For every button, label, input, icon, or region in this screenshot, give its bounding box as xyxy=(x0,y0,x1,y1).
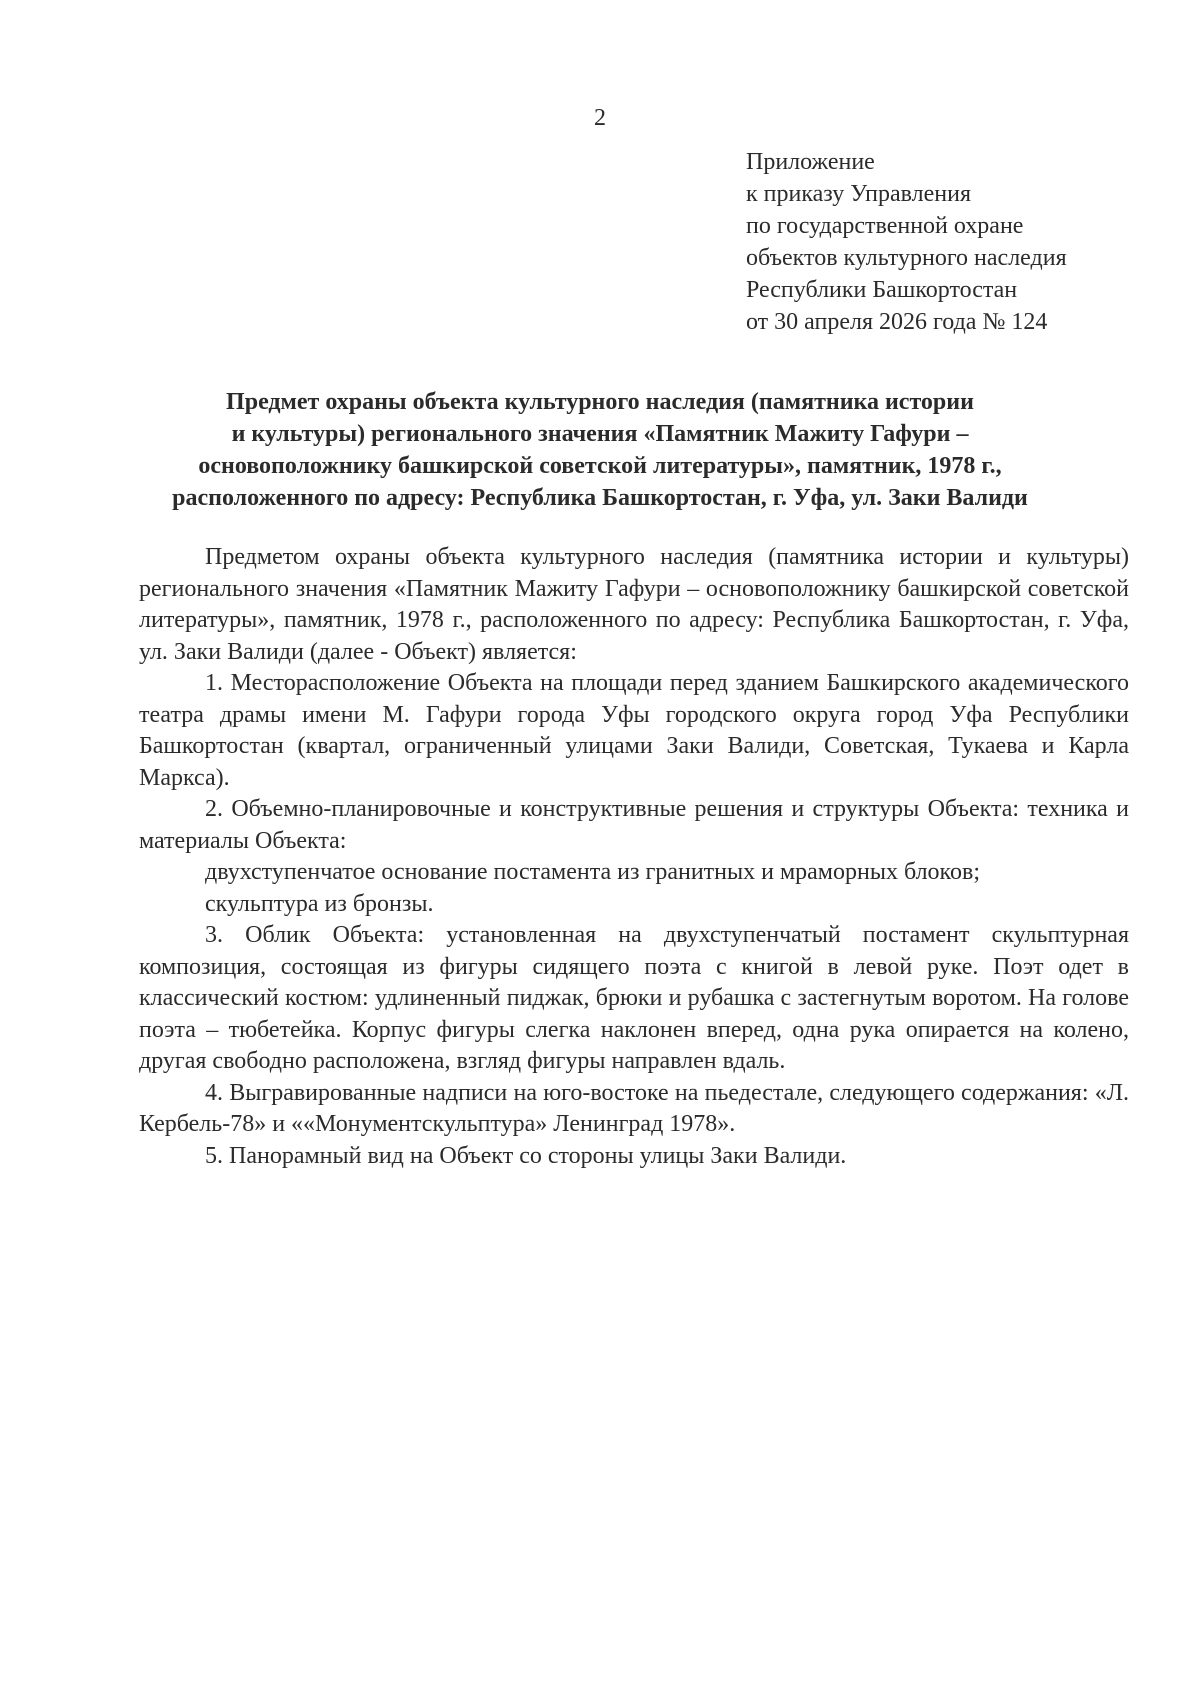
body-paragraph-item-1: 1. Месторасположение Объекта на площади перед зданием Башкирского академического театра драмы имени М. Гафури города Уфы городского округа город Уфа Республики Башкортостан (квартал, ограниченный улицами Заки Валиди, Советская, Тукаева и Карла Маркса). xyxy=(139,670,1129,791)
appendix-line: Приложение xyxy=(746,149,875,175)
appendix-line: от 30 апреля 2026 года № 124 xyxy=(746,309,1048,335)
appendix-header xyxy=(746,146,1067,338)
body-paragraph-intro: Предметом охраны объекта культурного наследия (памятника истории и культуры) регионального значения «Памятник Мажиту Гафури – основоположнику башкирской советской литературы», памятник, 1978 г., расположенного по адресу: Республика Башкортостан, г. Уфа, ул. Заки Валиди (далее - Объект) является: xyxy=(139,544,1129,665)
document-title xyxy=(120,386,1080,514)
page-number: 2 xyxy=(594,105,606,131)
title-line: основоположнику башкирской советской литературы», памятник, 1978 г., xyxy=(198,453,1002,479)
appendix-line: по государственной охране xyxy=(746,213,1024,239)
body-paragraph-item-4: 4. Выгравированные надписи на юго-востоке на пьедестале, следующего содержания: «Л. Кербель-78» и ««Монументскульптура» Ленинград 1978». xyxy=(139,1079,1129,1137)
appendix-line: к приказу Управления xyxy=(746,181,972,207)
title-line: Предмет охраны объекта культурного наследия (памятника истории xyxy=(226,389,974,415)
body-paragraph-item-3: 3. Облик Объекта: установленная на двухступенчатый постамент скульптурная композиция, состоящая из фигуры сидящего поэта с книгой в левой руке. Поэт одет в классический костюм: удлиненный пиджак, брюки и рубашка с застегнутым воротом. На голове поэта – тюбетейка. Корпус фигуры слегка наклонен вперед, одна рука опирается на колено, другая свободно расположена, взгляд фигуры направлен вдаль. xyxy=(139,922,1129,1074)
document-body xyxy=(139,542,1129,1172)
body-paragraph-item-2: 2. Объемно-планировочные и конструктивные решения и структуры Объекта: техника и материалы Объекта: xyxy=(139,796,1129,854)
body-paragraph-item-5: 5. Панорамный вид на Объект со стороны улицы Заки Валиди. xyxy=(205,1142,847,1169)
title-line: и культуры) регионального значения «Памятник Мажиту Гафури – xyxy=(231,421,969,447)
appendix-line: объектов культурного наследия xyxy=(746,245,1067,271)
body-paragraph-subitem: двухступенчатое основание постамента из гранитных и мраморных блоков; xyxy=(205,859,980,885)
body-paragraph-subitem: скульптура из бронзы. xyxy=(205,890,434,917)
title-line: расположенного по адресу: Республика Башкортостан, г. Уфа, ул. Заки Валиди xyxy=(172,485,1028,511)
appendix-line: Республики Башкортостан xyxy=(746,277,1018,303)
